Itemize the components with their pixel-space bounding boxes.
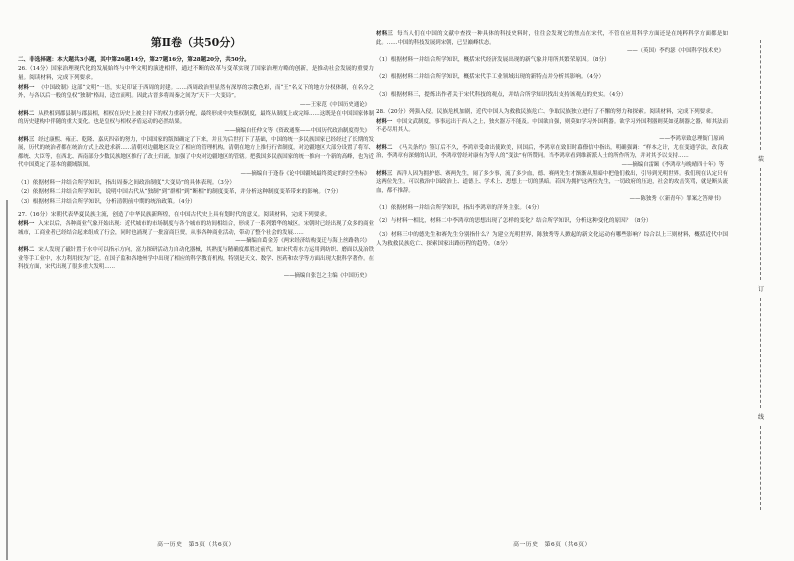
q26-stem: 26.（14分）国家治理现代化的发展始终与中华文明的演进相伴，通过不断的改革与变革实现了国家治理方略的创新，是推动社会发展的重要力量。阅读材料，完成下列要求。 xyxy=(18,66,374,82)
page-6 xyxy=(376,30,728,550)
q27-material-2 xyxy=(18,246,374,272)
page-5 xyxy=(18,30,374,550)
q28-source-3: ——陈独秀《〈新青年〉罪案之答辩书》 xyxy=(629,196,724,203)
q28-material-2 xyxy=(376,144,728,161)
q26-material-1 xyxy=(18,84,374,101)
q26-material-3 xyxy=(18,136,374,170)
page-footer: 高一历史 第6页（共6页） xyxy=(513,542,591,548)
material-tag: 材料三 xyxy=(18,136,35,143)
cut-line xyxy=(760,168,761,280)
q28-material-3 xyxy=(376,170,728,196)
q26-material-2 xyxy=(18,110,374,127)
q27-source-1: ——摘编自葛金芳《两宋经济结构变迁与海上丝路勃兴》 xyxy=(235,238,370,245)
q28-source-1: ——李鸿章致总理衙门原函 xyxy=(659,135,724,142)
q27-material-1 xyxy=(18,220,374,237)
material-text: 西洋人因为拥护德、赛两先生，闹了多少事，流了多少血，德、赛两先生才渐渐从黑暗中把他们救出，引导到光明世界。我们现在认定只有这两位先生，可以救治中国政治上、道德上、学术上、思想上一切的黑暗。若因为拥护这两位先生，一切政府的压迫，社会的攻击笑骂，就是断头流血，都不推辞。 xyxy=(376,170,728,194)
section-title: 第Ⅱ卷（共50分） xyxy=(150,36,242,49)
q27-source-3: ——（英国）李约瑟《中国科学技术史》 xyxy=(626,48,724,55)
binding-margin xyxy=(752,40,770,510)
q27-material-3 xyxy=(376,30,728,47)
cut-line xyxy=(760,40,761,150)
q26-source-2: ——摘编自任仲文等《资政通鉴——中国历代政治制度得失》 xyxy=(224,127,370,134)
q27-stem: 27.（16分）宋朝代表华夏民族主流，创造了中华民族新辉煌，在中国古代史上具有划时代的意义。阅读材料，完成下列要求。 xyxy=(18,211,331,218)
cut-line xyxy=(760,426,761,510)
material-tag: 材料二 xyxy=(18,110,35,117)
q27-question-2: （2）根据材料二并结合所学知识，概括宋代手工业领域出现的新特点并分析其影响。（4分） xyxy=(376,74,605,81)
material-tag: 材料三 xyxy=(376,170,393,177)
q26-question-2: （2）依据材料二并结合所学知识，说明中国古代从“独制”到“群相”到“断相”的制度变革，并分析这种制度变革带来的影响。（7分） xyxy=(18,189,342,196)
q28-question-2: （2）与材料一相比，材料二中李鸿章的思想出现了怎样的变化？结合所学知识，分析这种变化的原因？（8分） xyxy=(376,218,652,225)
binding-mark-bottom: 线 xyxy=(757,414,764,421)
q27-question-3: （3）根据材料三，提炼出作者关于宋代科技的观点，并结合所学知识找出支持该观点的史实。（4分） xyxy=(376,91,627,98)
q27-question-1: （1）根据材料一并结合所学知识，概括宋代经济发展出现的新气象并用所其繁荣原因。（8分） xyxy=(376,56,610,63)
binding-edge xyxy=(6,200,8,560)
material-text: 宋人发现了磁针置于水中可以指示方向，富力探研活动力自动化器械，其熟度与精确度都胜过前代。如宋代将水力运用到纺织、磨面以及冶铁业等手工业中，水力利用较为广泛。在国子监和各地州学中出现了相应的科学教育机构，特别是天文、数学、医药和农学等方面出现大批科学著作。在科技方面，宋代出现了很多重大发明…… xyxy=(18,247,374,271)
material-text: 每当人们在中国的文献中查找一种具体的科技史料时，往往会发现它的焦点在宋代，不管在应用科学方面还是在纯粹科学方面都是如此。……中国的科技发展到宋朝，已呈巅峰状态。 xyxy=(376,31,728,46)
material-tag: 材料一 xyxy=(376,118,393,125)
q28-material-1 xyxy=(376,118,728,135)
cut-line xyxy=(760,298,761,408)
page-footer: 高一历史 第5页（共6页） xyxy=(157,542,235,548)
q27-source-2: ——摘编自张岂之主编《中国历史》 xyxy=(283,273,370,280)
q28-stem: 28.（20分）列强入侵，民族危机加剧，近代中国人为救救民族危亡、争取民族独立进行了不懈的努力和探索。阅读材料，完成下列要求。 xyxy=(376,109,717,116)
q26-source-1: ——王家范《中国历史通论》 xyxy=(299,101,370,108)
material-text: 《马关条约》签订后不久，李鸿章受命出使欧美，回国后，李鸿章在致旧时幕僚信中指出，明确强调：“样本之计，尤在变通学法，改良政治，李鸿章有深刻的认识，李鸿章曾经对康有为等人的“变法”有所赞同。当李鸿章看到维新派人士的所作所为，并对其予以支持…… xyxy=(376,144,728,160)
material-text: 经过康熙、雍正、乾隆、嘉庆四帝的努力，中国国家的版图确定了下来，并且为后世打下了基础，中国的统一多民族国家已经经过了长期的发展，历代的统治者都在统治方式上改进求新……清朝对边疆地区设立了相应的管理机构，清朝在地方上推行行省制度，对边疆地区大部分设置了将军、都统、大臣等，在西北、西南部分少数民族地区推行了改土归流，加强了中央对边疆地区的管辖。把我国多民族国家的统一推向一个新的高峰，也为近代中国奠定了基本的疆域版图。 xyxy=(18,136,374,169)
material-text: 从秩相到郡县制与郡县相，相权在历史上被主持下的权力重新分配，最终形成中央集权制度，最终从制度上或完缔……这既是在中国国家体制的历史建构中伴随的重大变化。也是皇权与相权矛盾运动的必然结果。 xyxy=(18,110,374,126)
section-header: 二、非选择题：本大题共3小题，其中第26题14分，第27题16分，第28题20分，共50分。 xyxy=(18,57,250,63)
material-text: 入宋以后，各种商业气象开始出现：近代城市的市场制度与各个城市的坊间相结合，形成了一系列繁华的城区。宋朝时已经出现了众多的商业城市，工商业者已经结合起来组成了行会，同时也涌现了一批富商巨贾，从事各种商业活动，带动了整个社会的发展…… xyxy=(18,221,374,236)
q26-source-3: ——摘编自于逢春《论中国疆域最终奠定的时空坐标》 xyxy=(240,170,370,177)
material-text: 《中国政制》这部“文明”一语，实足印证于西周的封建。……西周政治里显然有深厚的宗教色彩，而“王”名义下的地方分权体制，在名分之外，与各以后一般的皇权“独制”格局，适宜而明。因此古晋多将周秦之间为“天下一大变局”。 xyxy=(18,84,374,100)
material-tag: 材料二 xyxy=(376,144,393,151)
material-tag: 材料一 xyxy=(18,221,35,228)
binding-mark-mid: 订 xyxy=(757,286,764,293)
material-tag: 材料三 xyxy=(376,31,394,37)
material-tag: 材料二 xyxy=(18,247,35,254)
material-text: 中国文武制度，事事远出于西人之上，独火器万不能及。中国欲自强，则莫如学习外国利器。欲学习外国利器则莫如觅制器之器，师其法而不必尽用其人。 xyxy=(376,118,728,134)
material-tag: 材料一 xyxy=(18,84,35,91)
q26-question-1: （1）依据材料一并结合所学知识，指出周秦之间政治制度“大变局”的具体表现。（3分） xyxy=(18,179,236,186)
q28-question-3: （3）材料三中的德先生和赛先生分别指什么？为建立光明世界，陈独秀等人掀起的新文化运动有哪些影响？综合以上三则材料，概括近代中国人为救救民族危亡、探索国家出路历程的趋势。（8分） xyxy=(376,231,728,247)
q28-question-1: （1）依据材料一并结合所学知识，指出李鸿章的洋务主张。（4分） xyxy=(376,205,543,212)
binding-mark-top: 装 xyxy=(757,156,764,163)
q26-question-3: （3）根据材料三并结合所学知识，分析清朝前中期的统治政策。（4分） xyxy=(18,198,196,205)
q28-source-2: ——摘编自雷颐《李鸿章与晚晴四十年》等 xyxy=(621,161,724,168)
